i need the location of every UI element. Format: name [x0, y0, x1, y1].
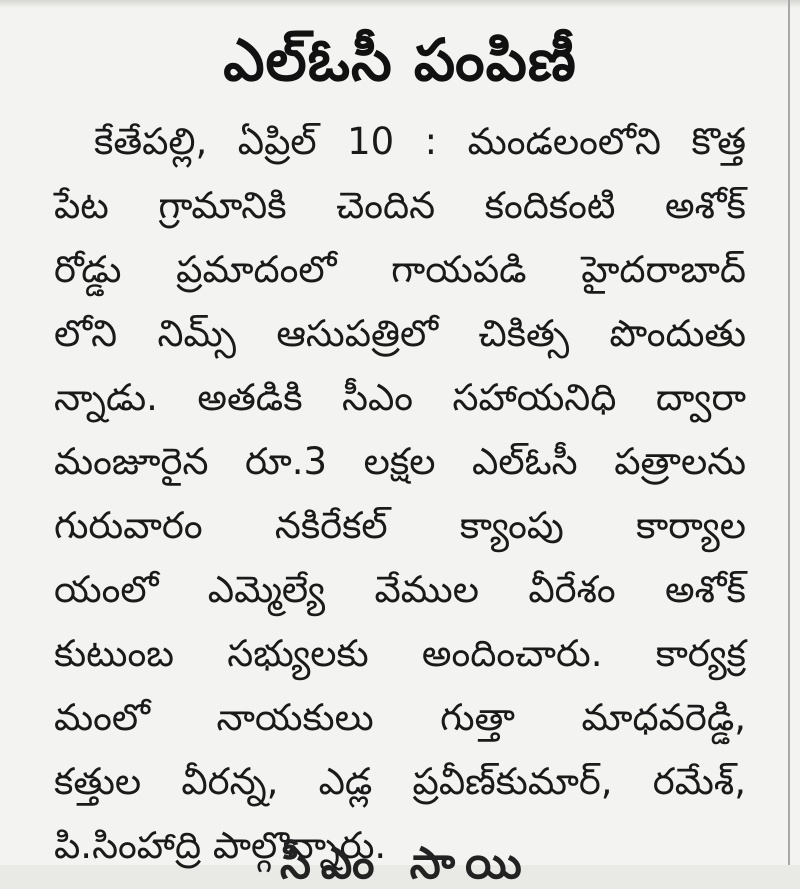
article-body-line-12: పి.సింహాద్రి పాల్గొన్నారు.: [54, 824, 387, 867]
article-body-line-4: లోని నిమ్స్ ఆసుపత్రిలో చికిత్స పొందుతు: [54, 312, 746, 355]
article-body-line-8: యంలో ఎమ్మెల్యే వేముల వీరేశం అశోక్: [54, 568, 746, 611]
article-body-line-11: కత్తుల వీరన్న, ఎడ్ల ప్రవీణ్‌కుమార్, రమేశ్,: [54, 760, 746, 803]
article-headline: ఎల్‌ఓసీ పంపిణీ: [223, 26, 577, 94]
article-body-line-5: న్నాడు. అతడికి సీఎం సహాయనిధి ద్వారా: [54, 376, 746, 419]
article-body: [54, 110, 746, 878]
article-body-line-9: కుటుంబ సభ్యులకు అందించారు. కార్యక్ర: [54, 632, 746, 675]
article-body-line-1: కేతేపల్లి, ఏప్రిల్ 10 : మండలంలోని కొత్త: [94, 120, 746, 163]
article-body-line-6: మంజూరైన రూ.3 లక్షల ఎల్‌ఓసీ పత్రాలను: [54, 440, 746, 483]
column-divider-rule: [788, 0, 790, 865]
next-article-headline-fragment: [280, 838, 580, 889]
next-headline-text: సీఎం సాయి: [280, 838, 532, 889]
article-body-line-7: గురువారం నకిరేకల్ క్యాంపు కార్యాల: [54, 504, 746, 547]
article-body-line-10: మంలో నాయకులు గుత్తా మాధవరెడ్డి,: [54, 696, 746, 739]
news-article: [54, 24, 746, 878]
article-body-line-3: రోడ్డు ప్రమాదంలో గాయపడి హైదరాబాద్: [54, 248, 746, 291]
top-edge-shadow: [0, 0, 800, 8]
article-body-line-2: పేట గ్రామానికి చెందిన కందికంటి అశోక్: [54, 184, 746, 227]
